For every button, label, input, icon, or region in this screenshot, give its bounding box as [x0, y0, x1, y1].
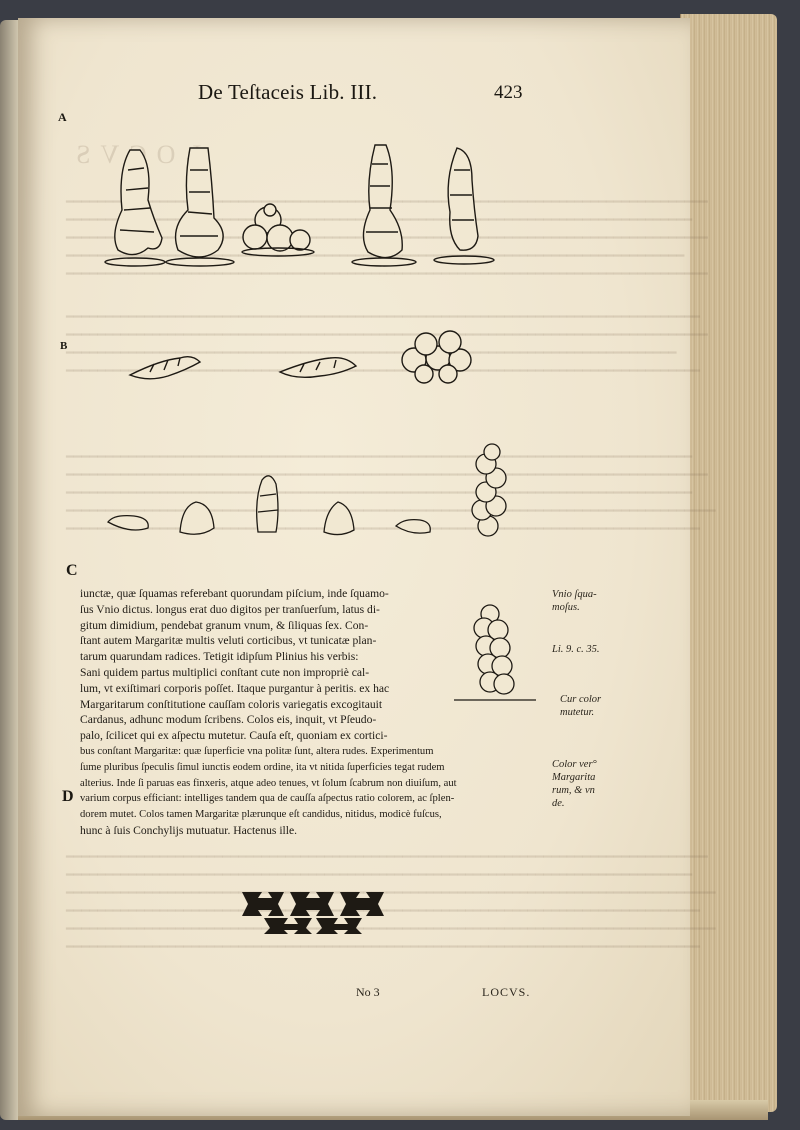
show-through-text-2: ━━━━━━━━━━━━━━━━━━━━━━━━━━━━━━━━━━━━━━━━━━━━━━━━━━━━━━━━━━━━━━━━━━━━━━━━━━━━━━━━━ ━━━━━━━━━━━━━━━━━━━━━━━━━━━━━━━━━━━━━━━━━━━━━━━━━━━━━━━━━━━━━━━━━━━━━━━━━━━━━━━━━━ ━━━━━━━━━━━━━━━━━━━━━━━━━━━━━━━━━━━━━━━━━━━━━━━━━━━━━━━━━━━━━━━━━━━━━━━━━━━━━━ ━━━━━━━━━━━━━━━━━━━━━━━━━━━━━━━━━━━━━━━━━━━━━━━━━━━━━━━━━━━━━━━━━━━━━━━━━━━━━━━━━	[66, 309, 708, 378]
letter-mark-a: A	[58, 110, 67, 124]
sidenote-reference: Li. 9. c. 35.	[552, 644, 600, 655]
signature-mark: No 3	[356, 985, 380, 999]
body-line: lum, vt exiſtimari corporis poſſet. Itaque purgantur à peritis. ex hac	[80, 681, 390, 695]
body-text	[80, 586, 554, 839]
body-line: bus conſtant Margaritæ: quæ ſuperficie vna politæ ſunt, altera rudes. Experimentum	[80, 745, 434, 757]
running-head: De Teſtaceis Lib. III.	[198, 80, 378, 104]
sidenote-vnio: Vnio ſqua- moſus.	[552, 589, 597, 613]
letter-mark-d: D	[62, 788, 74, 805]
sidenote-cur-color: Cur color mutetur.	[560, 694, 602, 718]
body-line: alterius. Inde ſi paruas eas finxeris, atque adeo tenues, vt ſolum ſcabrum non diuiſum, aut	[80, 777, 457, 789]
show-through-text-4: ━━━━━━━━━━━━━━━━━━━━━━━━━━━━━━━━━━━━━━━━━━━━━━━━━━━━━━━━━━━━━━━━━━━━━━━━━━━━━━━━━━ ━━━━━━━━━━━━━━━━━━━━━━━━━━━━━━━━━━━━━━━━━━━━━━━━━━━━━━━━━━━━━━━━━━━━━━━━━━━━━━━━ ━━━━━━━━━━━━━━━━━━━━━━━━━━━━━━━━━━━━━━━━━━━━━━━━━━━━━━━━━━━━━━━━━━━━━━━━━━━━━━━━━━━ ━━━━━━━━━━━━━━━━━━━━━━━━━━━━━━━━━━━━━━━━━━━━━━━━━━━━━━━━━━━━━━━━━━━━━━━━━━━━━━━━━ ━━━━━━━━━━━━━━━━━━━━━━━━━━━━━━━━━━━━━━━━━━━━━━━━━━━━━━━━━━━━━━━━━━━━━━━━━━━━━━━━━━━ ━━━━━━━━━━━━━━━━━━━━━━━━━━━━━━━━━━━━━━━━━━━━━━━━━━━━━━━━━━━━━━━━━━━━━━━━━━━━━━━━━	[66, 849, 716, 954]
show-through-text-3: ━━━━━━━━━━━━━━━━━━━━━━━━━━━━━━━━━━━━━━━━━━━━━━━━━━━━━━━━━━━━━━━━━━━━━━━━━━━━━━━━ ━━━━━━━━━━━━━━━━━━━━━━━━━━━━━━━━━━━━━━━━━━━━━━━━━━━━━━━━━━━━━━━━━━━━━━━━━━━━━━━━━━ ━━━━━━━━━━━━━━━━━━━━━━━━━━━━━━━━━━━━━━━━━━━━━━━━━━━━━━━━━━━━━━━━━━━━━━━━━━━━━━━━ ━━━━━━━━━━━━━━━━━━━━━━━━━━━━━━━━━━━━━━━━━━━━━━━━━━━━━━━━━━━━━━━━━━━━━━━━━━━━━━━━━━━ ━━━━━━━━━━━━━━━━━━━━━━━━━━━━━━━━━━━━━━━━━━━━━━━━━━━━━━━━━━━━━━━━━━━━━━━━━━━━━━━━━	[66, 449, 716, 536]
body-line: palo, ſcilicet qui ex aſpectu mutetur. Cauſa eſt, quoniam ex cortici-	[80, 729, 388, 743]
body-line: ſus Vnio dictus. longus erat duo digitos per tranſuerſum, latus di-	[80, 602, 380, 616]
letter-mark-c: C	[66, 562, 78, 579]
page-number: 423	[494, 82, 523, 103]
catchword: LOCVS.	[482, 985, 531, 999]
body-line: Cardanus, adhunc modum ſcribens. Colos eis, inquit, vt Pſeudo-	[80, 713, 377, 727]
show-through-text: ━━━━━━━━━━━━━━━━━━━━━━━━━━━━━━━━━━━━━━━━━━━━━━━━━━━━━━━━━━━━━━━━━━━━━━━━━━━━━━━━━━	[66, 266, 708, 281]
body-line: Sani quidem partus multiplici conſtant cute non impropriè cal-	[80, 665, 370, 679]
printer-ornament	[238, 888, 388, 934]
woodcut-plate-top	[100, 140, 520, 280]
woodcut-plate-middle	[120, 320, 500, 390]
body-line: hunc à ſuis Conchylijs mutuatur. Hactenus ille.	[80, 823, 298, 837]
letter-mark-b: B	[60, 340, 68, 352]
body-line: ſume pluribus ſpeculis ſimul iunctis eodem ordine, ita vt nitida ſuperficies tegat rudem	[80, 761, 445, 773]
body-line: iunctæ, quæ ſquamas referebant quorundam piſcium, inde ſquamo-	[80, 587, 389, 600]
page-block-edge	[680, 14, 777, 1112]
body-line: ſtant autem Margaritæ multis veluti corticibus, vt tunicatæ plan-	[80, 634, 377, 648]
body-line: gitum dimidium, pendebat granum vnum, & ſiliquas ſex. Con-	[80, 618, 369, 632]
sidenote-color-ver: Color ver° Margarita rum, & vn de.	[552, 759, 597, 809]
woodcut-plate-lower	[100, 440, 530, 550]
body-line: varium corpus efficiant: intelliges tandem qua de cauſſa aſpectus ratio colorem, ac ſplen-	[80, 793, 455, 805]
body-line: dorem mutet. Colos tamen Margaritæ plærunque eſt candidus, nitidus, modicè fuſcus,	[80, 809, 442, 821]
body-line: Margaritarum conſtitutione cauſſam coloris variegatis excogitauit	[80, 697, 383, 711]
body-line: tarum quarundam radices. Tetigit idipſum Plinius his verbis:	[80, 650, 359, 664]
